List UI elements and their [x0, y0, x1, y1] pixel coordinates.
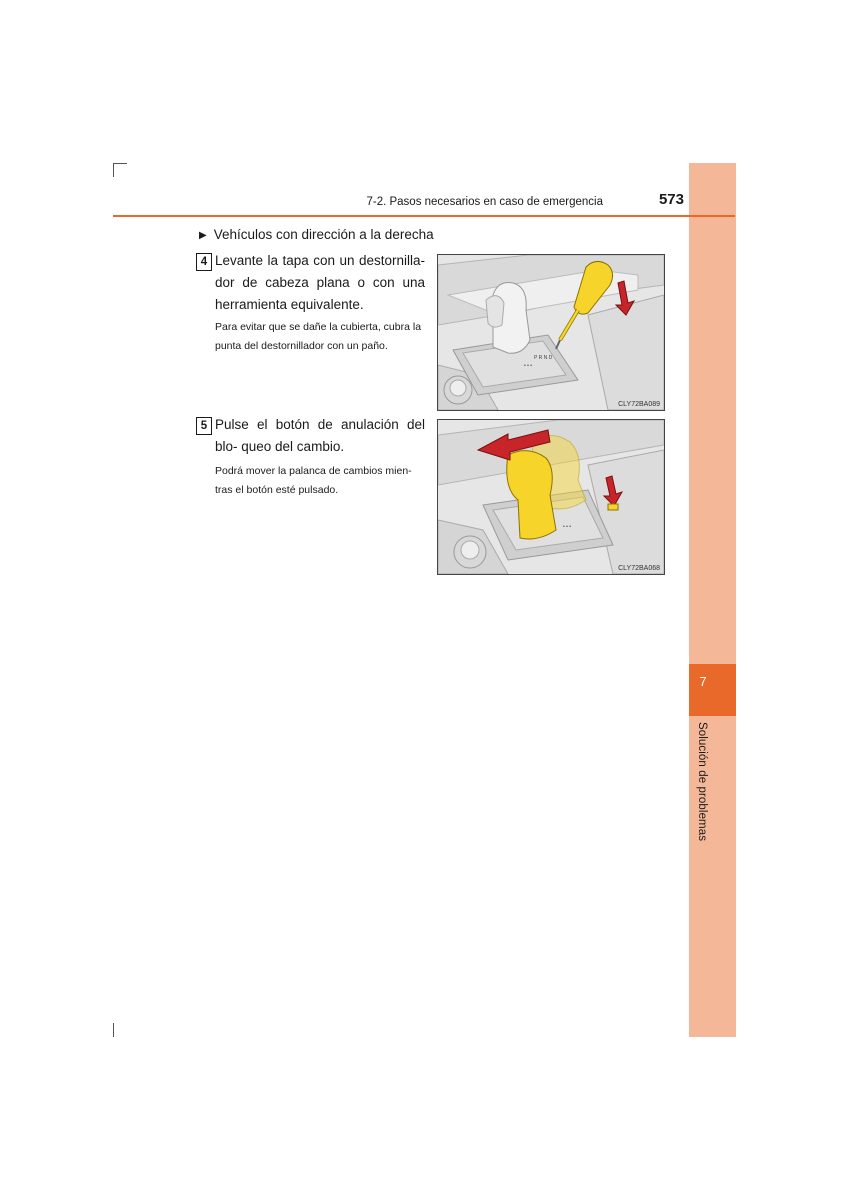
console-illustration [438, 255, 664, 410]
svg-text:P R N D: P R N D [534, 355, 553, 361]
header-rule [113, 215, 735, 217]
figure-screwdriver-cover [437, 254, 665, 411]
svg-text:• • •: • • • [563, 524, 572, 530]
section-title: 7-2. Pasos necesarios en caso de emergencia [366, 196, 603, 208]
figure-code: CLY72BA068 [618, 565, 660, 572]
svg-text:• • •: • • • [524, 363, 533, 369]
subheading [199, 227, 434, 242]
step-note: Para evitar que se dañe la cubierta, cubra la punta del destornillador con un paño. [215, 321, 422, 352]
step-number-box: 4 [196, 253, 212, 271]
step-number-box: 5 [196, 417, 212, 435]
step-text: Levante la tapa con un destornilla- dor de cabeza plana o con una herramienta equivalente. [215, 253, 425, 312]
step-text: Pulse el botón de anulación del blo- queo del cambio. [215, 417, 425, 454]
page-number: 573 [658, 191, 684, 208]
crop-mark [113, 163, 127, 164]
triangle-bullet-icon: ▶ [199, 230, 207, 241]
step-note: Podrá mover la palanca de cambios mien- tras el botón esté pulsado. [215, 465, 412, 496]
chapter-number: 7 [699, 674, 707, 689]
crop-mark [113, 1023, 114, 1037]
figure-code: CLY72BA089 [618, 401, 660, 408]
chapter-number-box [689, 664, 736, 716]
chapter-title: Solución de problemas [696, 722, 708, 842]
crop-mark [113, 163, 114, 177]
chapter-tab [689, 163, 736, 1037]
subheading-text: Vehículos con dirección a la derecha [213, 227, 434, 242]
console-illustration [438, 420, 664, 574]
figure-shift-lock-release [437, 419, 665, 575]
